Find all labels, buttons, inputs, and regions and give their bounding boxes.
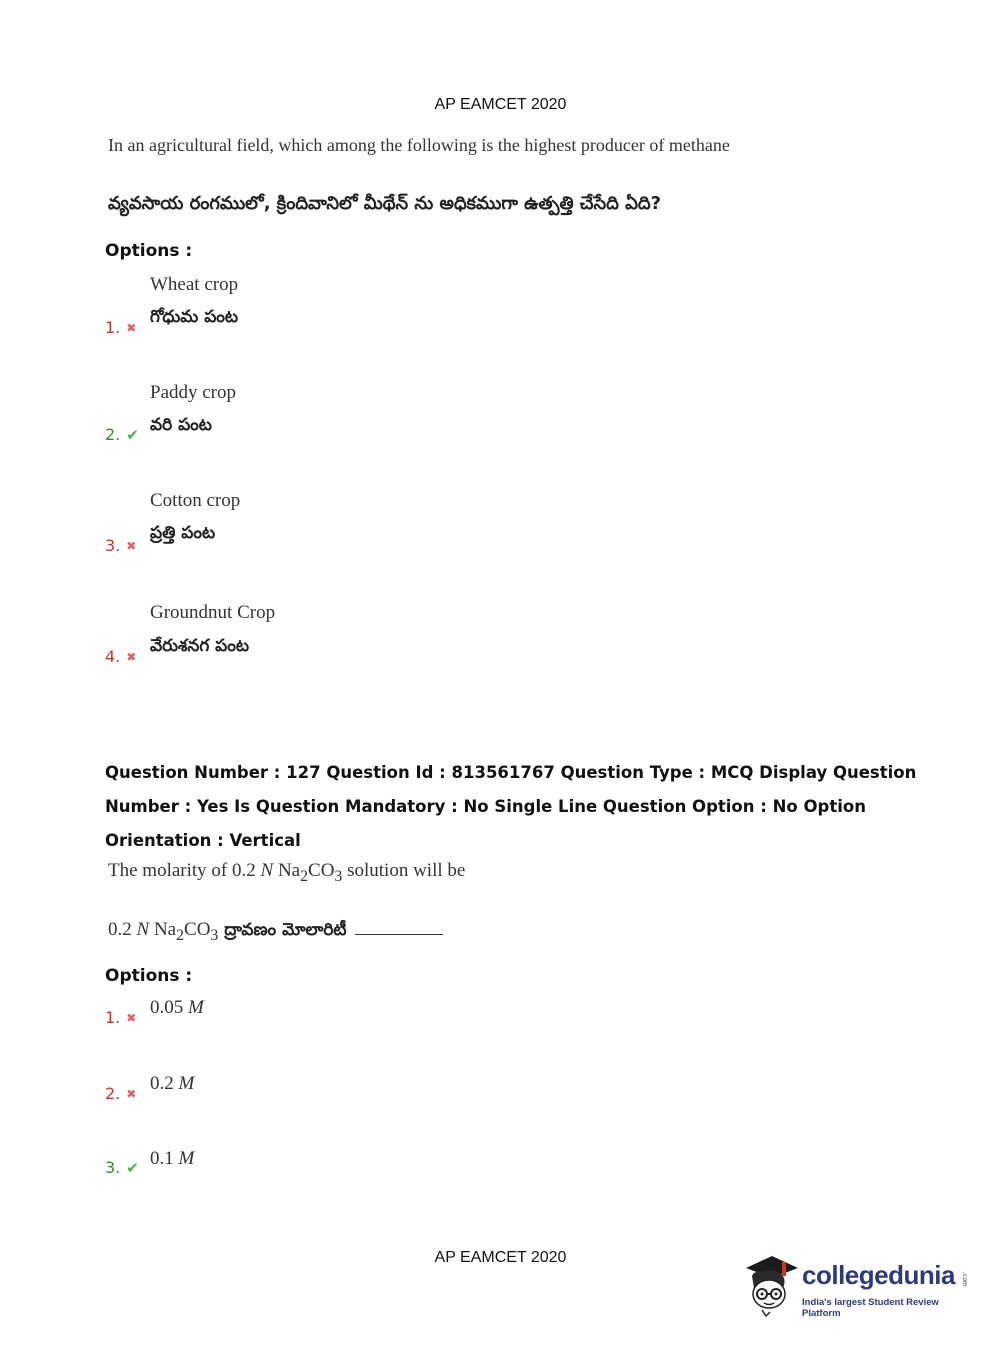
option-text-te: వరి పంట [150, 415, 212, 435]
logo-dotcom: .com [961, 1272, 968, 1287]
mascot-icon [742, 1250, 800, 1320]
option-text-te: గోధుమ పంట [150, 307, 239, 327]
options-label: Options : [105, 966, 193, 986]
cross-icon: ✖ [126, 1086, 137, 1101]
meta-line: Question Number : 127 Question Id : 813561767 Question Type : MCQ Display Question [105, 763, 917, 782]
option-index: 4. [105, 647, 121, 666]
option-text-en: Groundnut Crop [150, 602, 276, 623]
logo-name: collegedunia [802, 1260, 955, 1290]
option-index: 1. [105, 1008, 121, 1027]
option-index: 3. [105, 1158, 121, 1177]
option-text-en: Wheat crop [150, 274, 239, 295]
meta-line: Number : Yes Is Question Mandatory : No Single Line Question Option : No Option [105, 797, 866, 816]
question-text-en: In an agricultural field, which among the following is the highest producer of methane [108, 135, 730, 155]
options-label: Options : [105, 241, 193, 261]
option-value: 0.1 M [150, 1148, 195, 1169]
option-number [105, 1158, 139, 1177]
option-number [105, 1008, 136, 1027]
option-number [105, 318, 136, 337]
cross-icon: ✖ [126, 649, 137, 664]
page-footer: AP EAMCET 2020 [434, 1249, 567, 1266]
logo-tagline: India's largest Student Review Platform [802, 1297, 939, 1319]
option-text-en: Paddy crop [150, 382, 237, 403]
question-meta [105, 756, 916, 858]
checkmark-icon: ✔ [126, 1158, 139, 1177]
cross-icon: ✖ [126, 538, 137, 553]
option-index: 2. [105, 425, 121, 444]
option-number [105, 536, 136, 555]
option-text-te: వేరుశనగ పంట [150, 636, 249, 656]
question-text-te: వ్యవసాయ రంగములో, క్రిందివానిలో మీథేన్ ను అధికముగా ఉత్పత్తి చేసేది ఏది? [108, 193, 662, 214]
checkmark-icon: ✔ [126, 425, 139, 444]
option-number [105, 1084, 136, 1103]
question-text-te: 0.2 N $Na_2CO_3$ ద్రావణం మోలారిటీ [108, 919, 443, 945]
question-text-en: The molarity of 0.2 N $Na_2CO_3$ solution will be [108, 860, 466, 885]
option-text-en: Cotton crop [150, 490, 241, 511]
collegedunia-logo [742, 1250, 972, 1320]
cross-icon: ✖ [126, 1010, 137, 1025]
option-index: 1. [105, 318, 121, 337]
answer-blank [355, 933, 443, 935]
page-header: AP EAMCET 2020 [434, 96, 567, 113]
option-text-te: ప్రత్తి పంట [150, 523, 216, 543]
option-value: 0.2 M [150, 1073, 195, 1094]
option-index: 3. [105, 536, 121, 555]
option-number [105, 647, 136, 666]
option-value: 0.05 M [150, 997, 204, 1018]
option-index: 2. [105, 1084, 121, 1103]
meta-line: Orientation : Vertical [105, 831, 301, 850]
cross-icon: ✖ [126, 320, 137, 335]
option-number [105, 425, 139, 444]
